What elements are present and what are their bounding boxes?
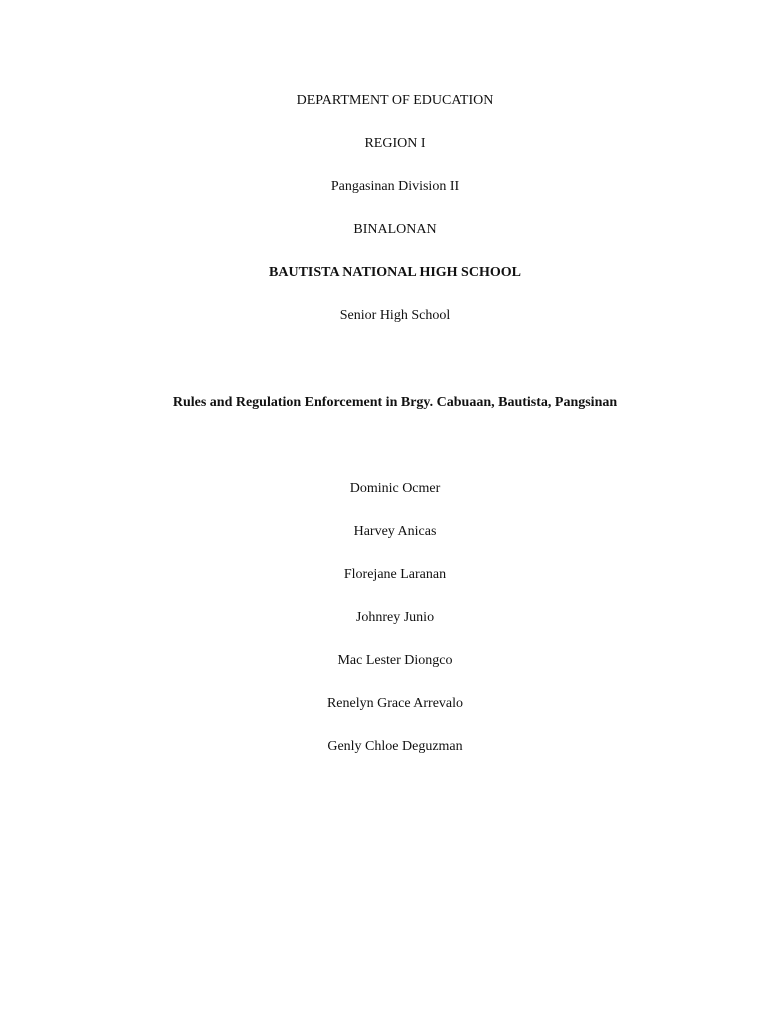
- document-title: Rules and Regulation Enforcement in Brgy. Cabuaan, Bautista, Pangsinan: [172, 395, 618, 410]
- school-level: Senior High School: [339, 308, 451, 323]
- division-heading: Pangasinan Division II: [330, 179, 460, 194]
- author-name: Dominic Ocmer: [349, 481, 441, 496]
- author-name: Florejane Laranan: [343, 567, 447, 582]
- author-name: Genly Chloe Deguzman: [327, 739, 463, 754]
- author-name: Mac Lester Diongco: [337, 653, 453, 668]
- school-name: BAUTISTA NATIONAL HIGH SCHOOL: [269, 265, 521, 280]
- author-name: Johnrey Junio: [355, 610, 435, 625]
- author-name: Renelyn Grace Arrevalo: [326, 696, 464, 711]
- municipality-heading: BINALONAN: [353, 222, 437, 237]
- author-name: Harvey Anicas: [353, 524, 437, 539]
- region-heading: REGION I: [364, 136, 426, 151]
- department-heading: DEPARTMENT OF EDUCATION: [296, 93, 494, 108]
